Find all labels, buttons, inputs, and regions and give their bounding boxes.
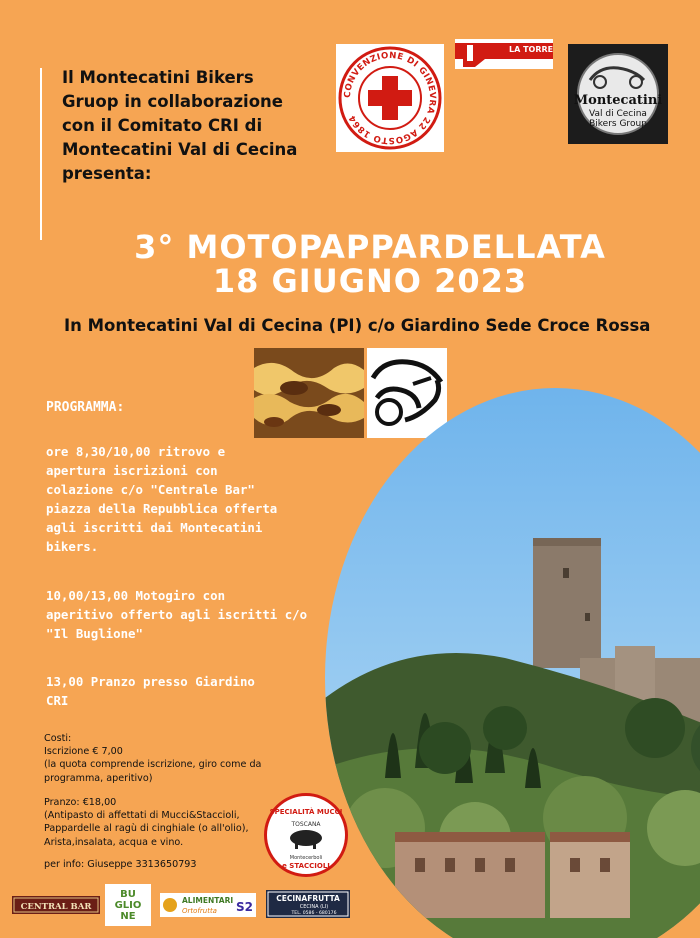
costs-note: programma, aperitivo) — [44, 772, 153, 784]
buglione-1: BU — [120, 889, 136, 900]
sponsor-alimentari — [160, 893, 256, 917]
bikers-logo-line3: Bikers Group — [589, 119, 647, 129]
costs-note: Pappardelle al ragù di cinghiale (o all'olio), — [44, 823, 249, 835]
mucci-line3: e STACCIOLI — [282, 862, 330, 870]
program-line: agli iscritti dai Montecatini — [46, 520, 263, 535]
costs-section — [44, 732, 314, 785]
cecinafrutta-text: CECINAFRUTTA — [276, 894, 340, 903]
village-tower-photo — [325, 388, 700, 938]
alimentari-text: ALIMENTARI — [182, 896, 234, 905]
program-line: bikers. — [46, 539, 99, 554]
sponsor-central-bar — [12, 896, 100, 914]
motorcycle-icon — [367, 348, 447, 438]
program-line: piazza della Repubblica offerta — [46, 501, 278, 516]
costs-heading: Costi: — [44, 733, 72, 744]
program-line: CRI — [46, 693, 69, 708]
pappardelle-photo — [254, 348, 364, 438]
program-line: 10,00/13,00 Motogiro con — [46, 588, 226, 603]
program-line: 13,00 Pranzo presso Giardino — [46, 674, 255, 689]
intro-line: Montecatini Val di Cecina — [62, 140, 298, 159]
bikers-group-logo — [568, 44, 668, 144]
mucci-line4: Montecerboli — [289, 855, 323, 861]
program-line: apertura iscrizioni con — [46, 463, 218, 478]
red-cross-logo — [336, 44, 444, 152]
program-block-1 — [46, 442, 316, 556]
intro-line: Gruop in collaborazione — [62, 92, 283, 111]
cecina-text: CECINA (LI) — [299, 904, 329, 910]
costs-note: (Antipasto di affettati di Mucci&Staccioli, — [44, 810, 240, 822]
la-torre-logo — [455, 39, 553, 69]
bikers-logo-line2: Val di Cecina — [589, 109, 647, 119]
program-line: colazione c/o "Centrale Bar" — [46, 482, 255, 497]
intro-divider — [40, 68, 42, 240]
mucci-staccioli-logo — [264, 793, 348, 877]
buglione-2: GLIO — [114, 900, 142, 911]
buglione-3: NE — [120, 911, 136, 922]
event-location: In Montecatini Val di Cecina (PI) c/o Giardino Sede Croce Rossa — [64, 316, 651, 335]
cecina-tel-text: TEL. 0586 - 680176 — [291, 911, 337, 916]
central-bar-text: CENTRAL BAR — [20, 902, 92, 912]
mucci-line2: TOSCANA — [291, 821, 321, 828]
red-cross-ring-text: CONVENZIONE DI GINEVRA 22 AGOSTO 1864 — [342, 50, 438, 146]
intro-line: Il Montecatini Bikers — [62, 68, 254, 87]
info-phone: per info: Giuseppe 3313650793 — [44, 859, 197, 870]
sponsor-cecinafrutta — [266, 890, 350, 918]
intro-line: con il Comitato CRI di — [62, 116, 263, 135]
la-torre-text: LA TORRE — [509, 45, 553, 54]
mucci-line1: SPECIALITÀ MUCCI — [269, 808, 343, 816]
program-heading: PROGRAMMA: — [46, 400, 125, 415]
event-title: 3° MOTOPAPPARDELLATA — [134, 228, 606, 266]
program-line: aperitivo offerto agli iscritti c/o — [46, 607, 308, 622]
program-line: "Il Buglione" — [46, 626, 143, 641]
costs-iscrizione: Iscrizione € 7,00 — [44, 746, 123, 758]
costs-note: Arista,insalata, acqua e vino. — [44, 836, 184, 848]
program-block-2 — [46, 586, 316, 643]
program-line: ore 8,30/10,00 ritrovo e — [46, 444, 226, 459]
intro-line: presenta: — [62, 164, 152, 183]
intro-text — [62, 66, 332, 186]
ortofrutta-text: Ortofrutta — [182, 907, 217, 915]
s2-text: S2 — [236, 900, 253, 914]
bikers-logo-line1: Montecatini — [573, 93, 663, 108]
program-block-3 — [46, 672, 316, 710]
costs-pranzo: Pranzo: €18,00 — [44, 797, 117, 808]
event-date: 18 GIUGNO 2023 — [212, 262, 528, 300]
sponsor-buglione — [105, 884, 151, 926]
costs-note: (la quota comprende iscrizione, giro come da — [44, 759, 262, 771]
